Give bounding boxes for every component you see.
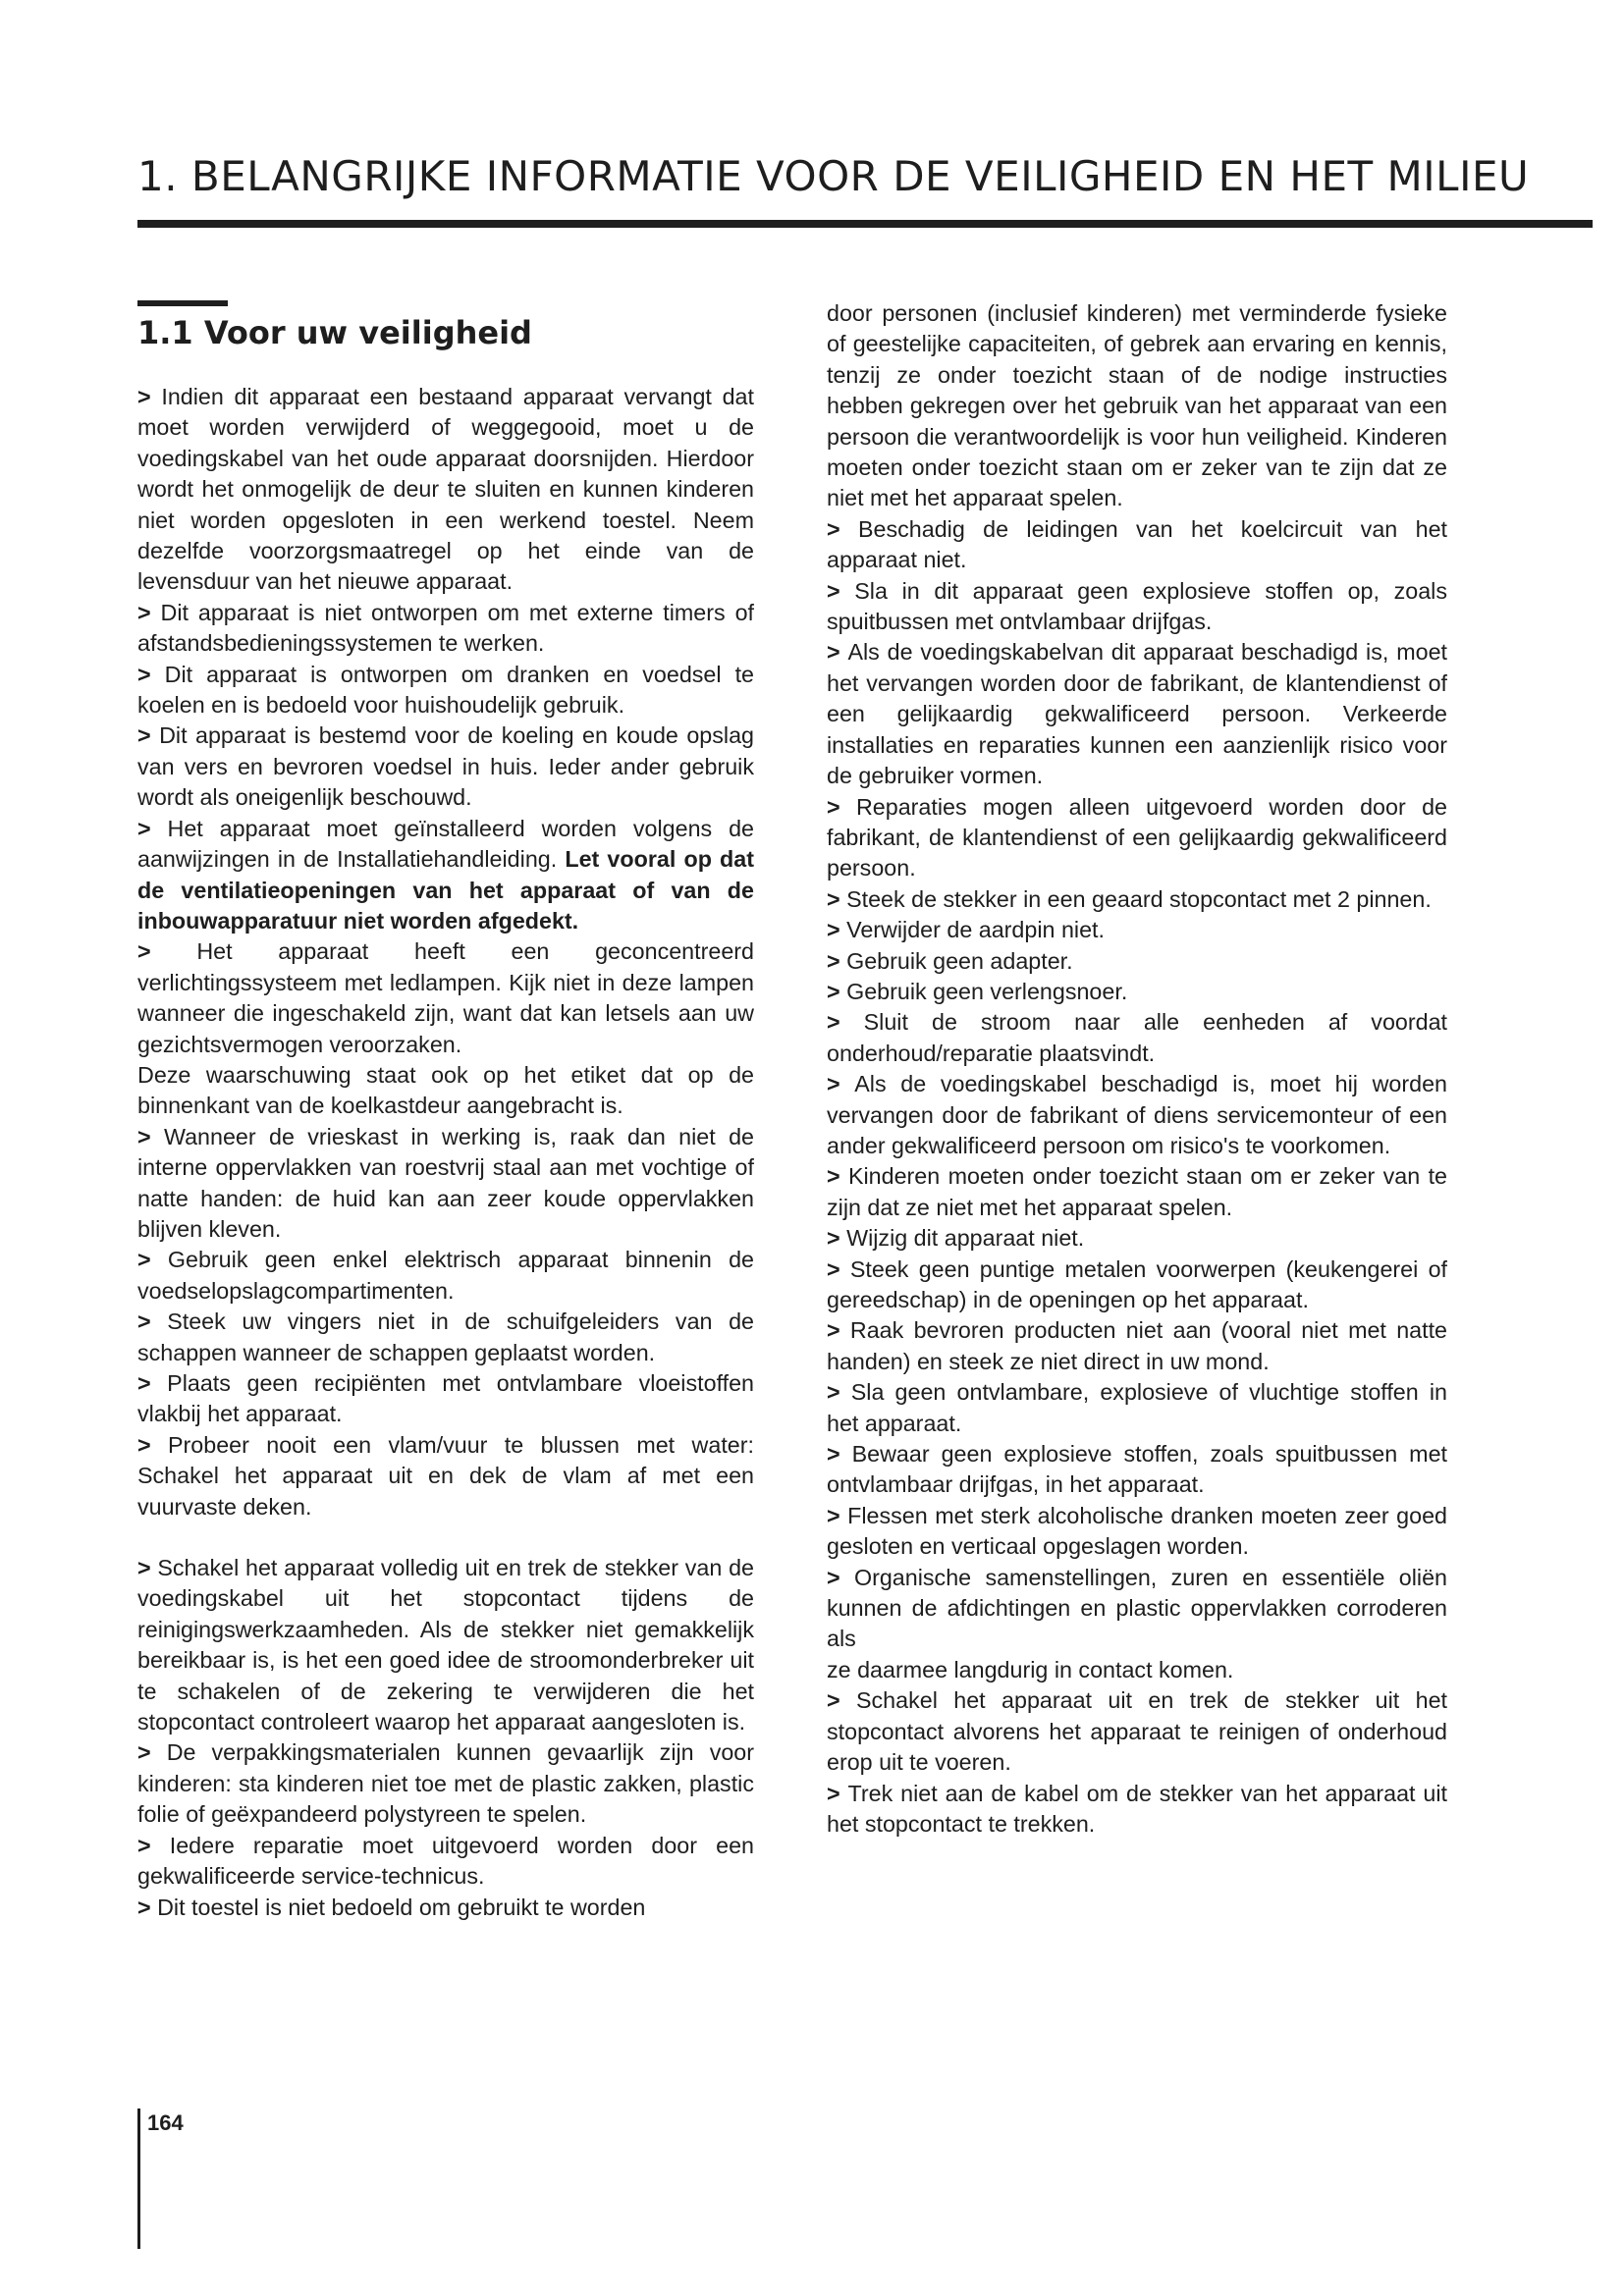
- item-text: Het apparaat moet geïnstalleerd worden volgens de aanwijzingen in de Installatiehandleiding.: [137, 815, 755, 873]
- bullet-arrow-icon: >: [827, 1379, 851, 1406]
- item-text: Dit apparaat is bestemd voor de koeling en koude opslag van vers en bevroren voedsel in huis. Ieder ander gebruik wordt als oneigenlijk beschouwd.: [137, 722, 754, 811]
- safety-item: [827, 1223, 1447, 1254]
- item-text: Organische samenstellingen, zuren en essentiële oliën kunnen de afdichtingen en plastic oppervlakken corroderen als: [827, 1564, 1447, 1652]
- page-header: [137, 149, 1593, 204]
- safety-item: [827, 884, 1447, 915]
- safety-item: [137, 1831, 754, 1893]
- safety-item: [827, 1439, 1447, 1501]
- bullet-arrow-icon: >: [827, 1317, 850, 1344]
- left-column: [137, 382, 754, 1923]
- safety-item-note: Deze waarschuwing staat ook op het etiket dat op de binnenkant van de koelkastdeur aangebracht is.: [137, 1061, 754, 1119]
- item-text: Sla in dit apparaat geen explosieve stoffen op, zoals spuitbussen met ontvlambaar drijfgas.: [827, 577, 1448, 635]
- item-text: Raak bevroren producten niet aan (vooral niet met natte handen) en steek ze niet direct in uw mond.: [827, 1317, 1448, 1374]
- bullet-arrow-icon: >: [137, 1370, 168, 1396]
- bullet-arrow-icon: >: [827, 1071, 855, 1097]
- safety-item: [137, 1430, 754, 1522]
- safety-item: [827, 1685, 1447, 1778]
- bullet-arrow-icon: >: [827, 1502, 848, 1528]
- safety-item: [827, 1315, 1447, 1377]
- safety-item: [827, 1007, 1447, 1069]
- item-text: De verpakkingsmaterialen kunnen gevaarlijk zijn voor kinderen: sta kinderen niet toe met de plastic zakken, plastic folie of geëxpandeerd polystyreen te spelen.: [137, 1739, 755, 1828]
- item-text: Als de voedingskabelvan dit apparaat beschadigd is, moet het vervangen worden door de fabrikant, de klantendienst of een gelijkaardig gekwalificeerd persoon. Verkeerde installaties en reparaties kunnen een aanzienlijk risico voor de gebruiker vormen.: [827, 639, 1447, 789]
- bullet-arrow-icon: >: [827, 885, 847, 912]
- safety-item: [827, 792, 1447, 884]
- item-text: Wijzig dit apparaat niet.: [846, 1225, 1085, 1252]
- item-text: Sluit de stroom naar alle eenheden af voordat onderhoud/reparatie plaatsvindt.: [827, 1009, 1447, 1066]
- bullet-arrow-icon: >: [827, 639, 848, 666]
- item-text: Reparaties mogen alleen uitgevoerd worden door de fabrikant, de klantendienst of een gelijkaardig gekwalificeerd persoon.: [827, 793, 1448, 881]
- page-title: 1. BELANGRIJKE INFORMATIE VOOR DE VEILIGHEID EN HET MILIEU: [137, 152, 1530, 200]
- bullet-arrow-icon: >: [137, 1832, 170, 1858]
- bullet-arrow-icon: >: [827, 917, 847, 943]
- safety-item: [827, 1501, 1447, 1563]
- safety-item: [827, 977, 1447, 1007]
- safety-item-continued: ze daarmee langdurig in contact komen.: [827, 1656, 1234, 1682]
- safety-item: [827, 1563, 1447, 1655]
- item-text: Gebruik geen verlengsnoer.: [846, 978, 1128, 1004]
- item-text: Schakel het apparaat uit en trek de stekker uit het stopcontact alvorens het apparaat te reinigen of onderhoud erop uit te voeren.: [827, 1687, 1448, 1776]
- item-text: Kinderen moeten onder toezicht staan om er zeker van te zijn dat ze niet met het apparaat spelen.: [827, 1163, 1448, 1220]
- item-text: Iedere reparatie moet uitgevoerd worden door een gekwalificeerde service-technicus.: [137, 1832, 754, 1890]
- item-text: Steek geen puntige metalen voorwerpen (keukengerei of gereedschap) in de openingen op het apparaat.: [827, 1255, 1447, 1312]
- safety-item: [827, 1255, 1447, 1316]
- bullet-arrow-icon: >: [827, 1687, 856, 1714]
- page-number: 164: [147, 2110, 184, 2135]
- safety-item: [137, 382, 754, 598]
- safety-item: [137, 1307, 754, 1368]
- bullet-arrow-icon: >: [137, 384, 162, 409]
- bullet-arrow-icon: >: [137, 1431, 168, 1458]
- bullet-arrow-icon: >: [827, 1441, 852, 1468]
- item-text: Als de voedingskabel beschadigd is, moet hij worden vervangen door de fabrikant of diens servicemonteur of een ander gekwalificeerd persoon om risico's te voorkomen.: [827, 1071, 1448, 1158]
- title-rule: [137, 220, 1593, 228]
- safety-item: [137, 936, 754, 1060]
- bullet-arrow-icon: >: [827, 947, 847, 974]
- item-text: Trek niet aan de kabel om de stekker van het apparaat uit het stopcontact te trekken.: [827, 1780, 1447, 1837]
- safety-item: [137, 1245, 754, 1307]
- bullet-arrow-icon: >: [137, 1247, 168, 1273]
- bullet-arrow-icon: >: [137, 815, 168, 841]
- safety-item: [827, 1069, 1447, 1161]
- safety-item: [827, 514, 1447, 576]
- page-number-rule: [137, 2109, 140, 2249]
- safety-item: [137, 1553, 754, 1737]
- bullet-arrow-icon: >: [137, 1739, 167, 1766]
- safety-item-continued: door personen (inclusief kinderen) met verminderde fysieke of geestelijke capaciteiten, of gebrek aan ervaring en kennis, tenzij ze onder toezicht staan of de nodige instructies hebben gekregen over het gebruik van het apparaat van een persoon die verantwoordelijk is voor hun veiligheid. Kinderen moeten onder toezicht staan om er zeker van te zijn dat ze niet met het apparaat spelen.: [827, 300, 1447, 511]
- bullet-arrow-icon: >: [827, 515, 858, 542]
- item-text: Dit apparaat is ontworpen om dranken en voedsel te koelen en is bedoeld voor huishoudelijk gebruik.: [137, 661, 754, 719]
- bullet-arrow-icon: >: [137, 1123, 164, 1149]
- bullet-arrow-icon: >: [827, 1009, 864, 1036]
- safety-item: [827, 637, 1447, 791]
- bullet-arrow-icon: >: [137, 1894, 158, 1920]
- bullet-arrow-icon: >: [827, 1564, 854, 1590]
- item-text: Schakel het apparaat volledig uit en trek de stekker van de voedingskabel uit het stopcontact tijdens de reinigingswerkzaamheden. Als de stekker niet gemakkelijk bereikbaar is, is het een goed idee de stroomonderbreker uit te schakelen of de zekering te verwijderen die het stopcontact controleert waarop het apparaat aangesloten is.: [137, 1555, 754, 1735]
- safety-item: [827, 1161, 1447, 1223]
- safety-item: [137, 1368, 754, 1430]
- item-text: Gebruik geen adapter.: [846, 947, 1073, 974]
- right-column: [827, 298, 1447, 1840]
- bullet-arrow-icon: >: [827, 1255, 850, 1282]
- bullet-arrow-icon: >: [827, 978, 847, 1004]
- item-text: Wanneer de vrieskast in werking is, raak dan niet de interne oppervlakken van roestvrij staal aan met vochtige of natte handen: de huid kan aan zeer koude oppervlakken blijven kleven.: [137, 1123, 755, 1242]
- item-text: Het apparaat heeft een geconcentreerd verlichtingssysteem met ledlampen. Kijk niet in deze lampen wanneer die ingeschakeld zijn, want dat kan letsels aan uw gezichtsvermogen veroorzaken.: [137, 938, 754, 1057]
- bullet-arrow-icon: >: [137, 661, 165, 687]
- section-rule: [137, 300, 228, 306]
- item-text: Beschadig de leidingen van het koelcircuit van het apparaat niet.: [827, 515, 1447, 573]
- safety-item: [137, 1893, 754, 1923]
- safety-item: [137, 1122, 754, 1246]
- item-text: Steek uw vingers niet in de schuifgeleiders van de schappen wanneer de schappen geplaatst worden.: [137, 1308, 755, 1365]
- bullet-arrow-icon: >: [827, 1163, 848, 1190]
- bullet-arrow-icon: >: [827, 1780, 848, 1806]
- safety-item: [827, 576, 1447, 638]
- item-text: Indien dit apparaat een bestaand apparaat vervangt dat moet worden verwijderd of weggegooid, moet u de voedingskabel van het oude apparaat doorsnijden. Hierdoor wordt het onmogelijk de deur te sluiten en kunnen kinderen niet worden opgesloten in een werkend toestel. Neem dezelfde voorzorgsmaatregel op het einde van de levensduur van het nieuwe apparaat.: [137, 384, 754, 595]
- safety-item: [827, 946, 1447, 977]
- item-text: Plaats geen recipiënten met ontvlambare vloeistoffen vlakbij het apparaat.: [137, 1370, 755, 1427]
- bullet-arrow-icon: >: [827, 793, 856, 820]
- item-text: Steek de stekker in een geaard stopcontact met 2 pinnen.: [846, 885, 1432, 912]
- bullet-arrow-icon: >: [137, 938, 197, 965]
- bullet-arrow-icon: >: [137, 599, 161, 625]
- bullet-arrow-icon: >: [137, 1308, 168, 1335]
- safety-item: [827, 1377, 1447, 1439]
- item-text: Dit apparaat is niet ontworpen om met externe timers of afstandsbedieningssystemen te werken.: [137, 599, 754, 657]
- bullet-arrow-icon: >: [827, 1225, 847, 1252]
- bullet-arrow-icon: >: [137, 1555, 158, 1581]
- bullet-arrow-icon: >: [827, 577, 855, 604]
- item-text: Verwijder de aardpin niet.: [846, 917, 1105, 943]
- safety-item: [827, 1779, 1447, 1841]
- item-text: Gebruik geen enkel elektrisch apparaat binnenin de voedselopslagcompartimenten.: [137, 1247, 755, 1304]
- item-text: Flessen met sterk alcoholische dranken moeten zeer goed gesloten en verticaal opgeslagen worden.: [827, 1502, 1447, 1560]
- item-bold-warning: Let vooral op dat de ventilatieopeningen van het apparaat of van de inbouwapparatuur niet worden afgedekt.: [137, 846, 754, 934]
- safety-item: [137, 1737, 754, 1830]
- safety-item: [827, 915, 1447, 945]
- item-text: Dit toestel is niet bedoeld om gebruikt te worden: [157, 1894, 646, 1920]
- safety-item: [137, 598, 754, 660]
- safety-item: [137, 814, 754, 937]
- item-text: Sla geen ontvlambare, explosieve of vluchtige stoffen in het apparaat.: [827, 1379, 1447, 1436]
- section-heading: 1.1 Voor uw veiligheid: [137, 314, 532, 351]
- item-text: Probeer nooit een vlam/vuur te blussen met water: Schakel het apparaat uit en dek de vlam af met een vuurvaste deken.: [137, 1431, 754, 1520]
- bullet-arrow-icon: >: [137, 722, 160, 749]
- safety-item: [137, 660, 754, 721]
- safety-item: [137, 721, 754, 813]
- item-text: Bewaar geen explosieve stoffen, zoals spuitbussen met ontvlambaar drijfgas, in het apparaat.: [827, 1441, 1448, 1498]
